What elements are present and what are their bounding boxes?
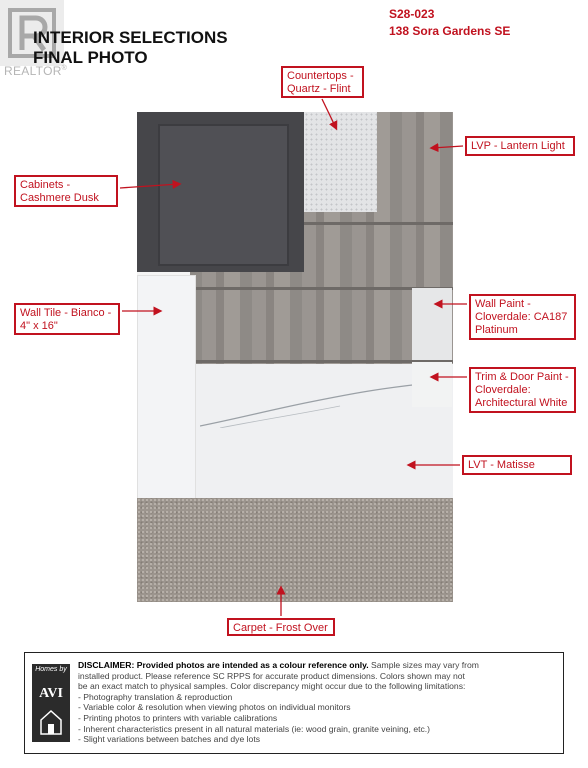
project-address: 138 Sora Gardens SE (389, 24, 511, 38)
label-cabinets: Cabinets - Cashmere Dusk (14, 175, 118, 207)
project-code: S28-023 138 Sora Gardens SE (389, 7, 511, 38)
page-title: INTERIOR SELECTIONS FINAL PHOTO (33, 28, 228, 67)
label-lvt: LVT - Matisse (462, 455, 572, 475)
homes-by-avi-logo (32, 664, 70, 742)
disclaimer-text: DISCLAIMER: Provided photos are intended as a colour reference only. Sample sizes may vary from installed product. Please reference SC RPPS for accurate product dimensions. Colors shown may not be an exact match to physical samples. Color discrepancy might occur due to the following limitations: - Photography translation & reproduction - Variable color & resolution when viewing photos on individual monitors - Printing photos to printers with variable calibrations - Inherent characteristics present in all natural materials (ie: wood grain, granite veining, etc.) - Slight variations between batches and dye lots (78, 660, 479, 745)
logo-wordmark: AVI (39, 686, 63, 701)
label-wall-paint: Wall Paint - Cloverdale: CA187 Platinum (469, 294, 576, 340)
label-wall-tile: Wall Tile - Bianco - 4" x 16" (14, 303, 120, 335)
house-icon (39, 708, 63, 736)
label-trim-door-paint: Trim & Door Paint - Cloverdale: Architectural White (469, 367, 576, 413)
label-countertops: Countertops - Quartz - Flint (281, 66, 364, 98)
logo-tagline: Homes by (35, 666, 67, 673)
label-carpet: Carpet - Frost Over (227, 618, 335, 636)
label-lvp: LVP - Lantern Light (465, 136, 575, 156)
realtor-watermark-text: REALTOR® (4, 64, 68, 78)
